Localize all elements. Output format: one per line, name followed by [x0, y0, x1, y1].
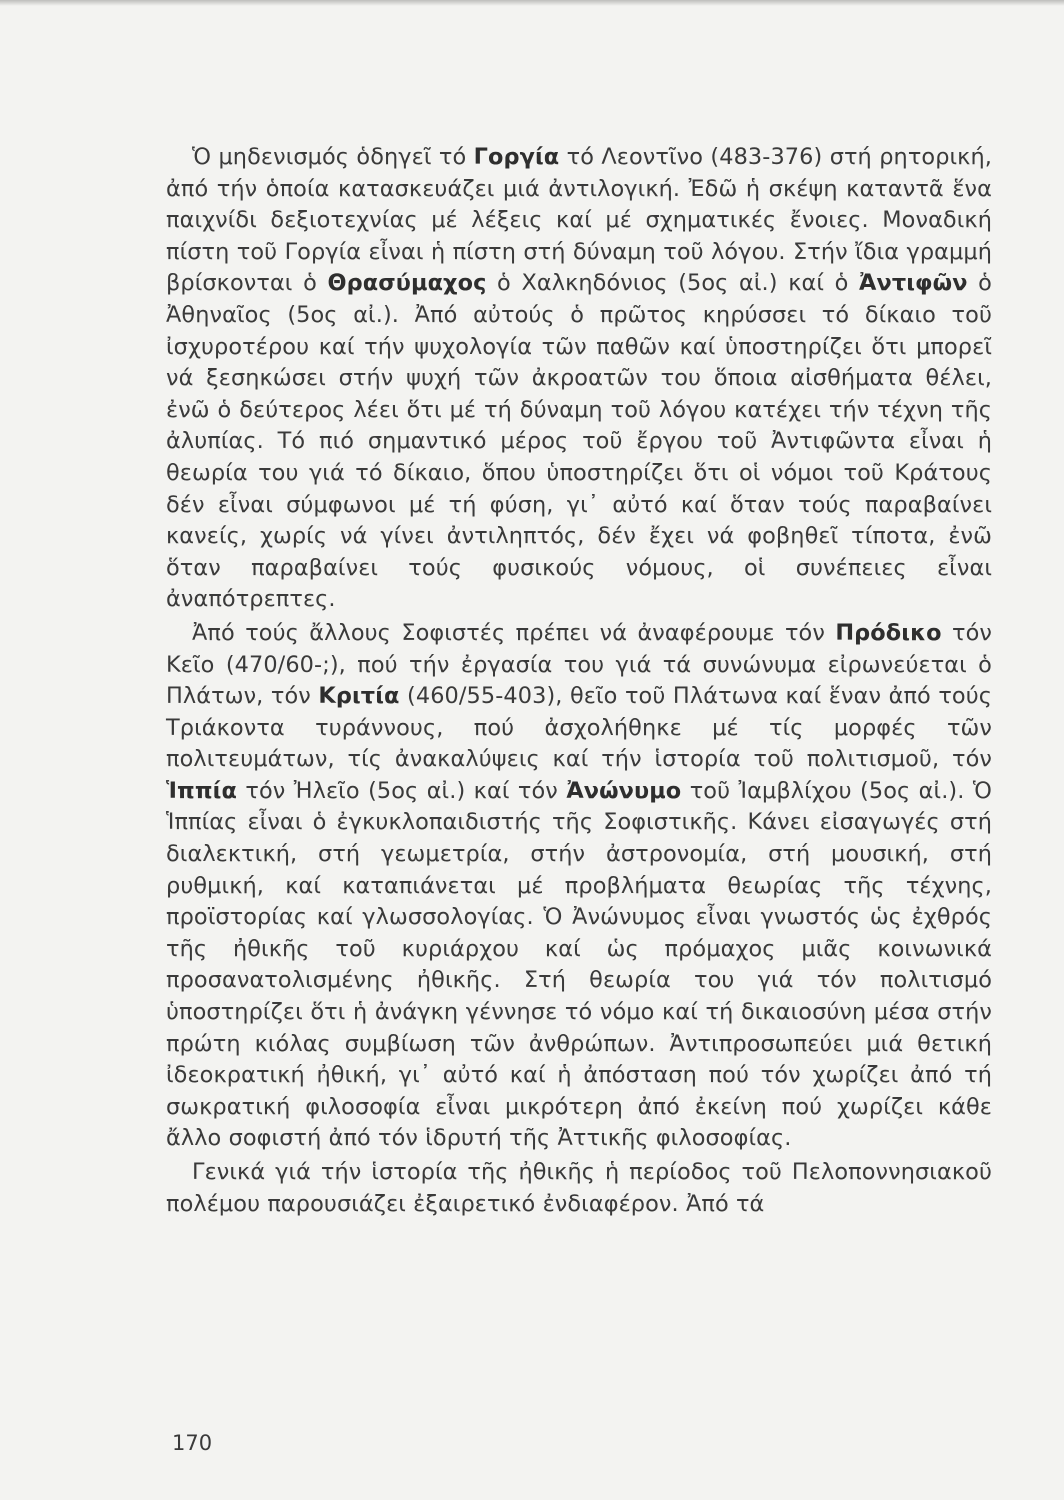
- bold-name: Πρόδικο: [835, 619, 942, 646]
- page-top-edge: [0, 0, 1064, 6]
- paragraph: [166, 1157, 992, 1220]
- paragraph: [166, 618, 992, 1155]
- body-text: [166, 142, 992, 1220]
- bold-name: Ἀντιφῶν: [859, 270, 968, 297]
- bold-name: Γοργία: [473, 144, 560, 170]
- text-run: τόν Ἠλεῖο (5ος αἰ.) καί τόν: [237, 777, 567, 804]
- text-run: τοῦ Ἰαμβλίχου (5ος αἰ.). Ὁ Ἱππίας εἶναι ὁ ἐγκυκλοπαιδιστής τῆς Σοφιστικῆς. Κάνει εἰσαγωγές στή διαλεκτική, στή γεωμετρία, στήν ἀστρονομία, στή μουσική, στή ρυθμική, καί καταπιάνεται μέ προβλήματα θεωρίας τῆς τέχνης, προϊστορίας καί γλωσσολογίας. Ὁ Ἀνώνυμος εἶναι γνωστός ὡς ἐχθρός τῆς ἠθικῆς τοῦ κυριάρχου καί ὡς πρόμαχος μιᾶς κοινωνικά προσανατολισμένης ἠθικῆς. Στή θεωρία του γιά τόν πολιτισμό ὑποστηρίζει ὅτι ἡ ἀνάγκη γέννησε τό νόμο καί τή δικαιοσύνη μέσα στήν πρώτη κιόλας συμβίωση τῶν ἀνθρώπων. Ἀντιπροσωπεύει μιά θετική ἰδεοκρατική ἠθική, γι᾽ αὐτό καί ἡ ἀπόσταση πού τόν χωρίζει ἀπό τή σωκρατική φιλοσοφία εἶναι μικρότερη ἀπό ἐκείνη πού χωρίζει κάθε ἄλλο σοφιστή ἀπό τόν ἱδρυτή τῆς Ἀττικῆς φιλοσοφίας.: [166, 777, 992, 1152]
- text-run: ὁ Χαλκηδόνιος (5ος αἰ.) καί ὁ: [486, 270, 860, 297]
- bold-name: Θρασύμαχος: [327, 270, 487, 297]
- text-run: ὁ Ἀθηναῖος (5ος αἰ.). Ἀπό αὐτούς ὁ πρῶτος κηρύσσει τό δίκαιο τοῦ ἰσχυροτέρου καί τήν ψυχολογία τῶν παθῶν καί ὑποστηρίζει ὅτι μπορεῖ νά ξεσηκώσει στήν ψυχή τῶν ἀκροατῶν του ὅποια αἰσθήματα θέλει, ἐνῶ ὁ δεύτερος λέει ὅτι μέ τή δύναμη τοῦ λόγου κατέχει τήν τέχνη τῆς ἀλυπίας. Τό πιό σημαντικό μέρος τοῦ ἔργου τοῦ Ἀντιφῶντα εἶναι ἡ θεωρία του γιά τό δίκαιο, ὅπου ὑποστηρίζει ὅτι οἱ νόμοι τοῦ Κράτους δέν εἶναι σύμφωνοι μέ τή φύση, γι᾽ αὐτό καί ὅταν τούς παραβαίνει κανείς, χωρίς νά γίνει ἀντιληπτός, δέν ἔχει νά φοβηθεῖ τίποτα, ἐνῶ ὅταν παραβαίνει τούς φυσικούς νόμους, οἱ συνέπειες εἶναι ἀναπότρεπτες.: [166, 270, 992, 613]
- bold-name: Ἀνώνυμο: [566, 777, 682, 804]
- text-run: (460/55-403), θεῖο τοῦ Πλάτωνα καί ἕναν ἀπό τούς Τριάκοντα τυράννους, πού ἀσχολήθηκε μέ τίς μορφές τῶν πολιτευμάτων, τίς ἀνακαλύψεις καί τήν ἱστορία τοῦ πολιτισμοῦ, τόν: [166, 683, 992, 773]
- text-run: Ὁ μηδενισμός ὁδηγεῖ τό: [192, 144, 474, 170]
- text-run: Ἀπό τούς ἄλλους Σοφιστές πρέπει νά ἀναφέρουμε τόν: [192, 619, 836, 646]
- text-run: Γενικά γιά τήν ἱστορία τῆς ἠθικῆς ἡ περίοδος τοῦ Πελοποννησιακοῦ πολέμου παρουσιάζει ἐξαιρετικό ἐνδιαφέρον. Ἀπό τά: [166, 1159, 992, 1217]
- bold-name: Ἱππία: [166, 777, 237, 804]
- text-run: τό Λεοντῖνο (483-376) στή ρητορική, ἀπό τήν ὁποία κατασκευάζει μιά ἀντιλογική. Ἐδῶ ἡ σκέψη καταντᾶ ἕνα παιχνίδι δεξιοτεχνίας μέ λέξεις καί μέ σχηματικές ἔνοιες. Μοναδική πίστη τοῦ Γοργία εἶναι ἡ πίστη στή δύναμη τοῦ λόγου. Στήν ἴδια γραμμή βρίσκονται ὁ: [166, 144, 992, 297]
- page-number: 170: [172, 1431, 213, 1455]
- text-run: τόν Κεῖο (470/60-;), πού τήν ἐργασία του γιά τά συνώνυμα εἰρωνεύεται ὁ Πλάτων, τόν: [166, 619, 992, 710]
- bold-name: Κριτία: [318, 683, 400, 710]
- paragraph: [166, 142, 992, 616]
